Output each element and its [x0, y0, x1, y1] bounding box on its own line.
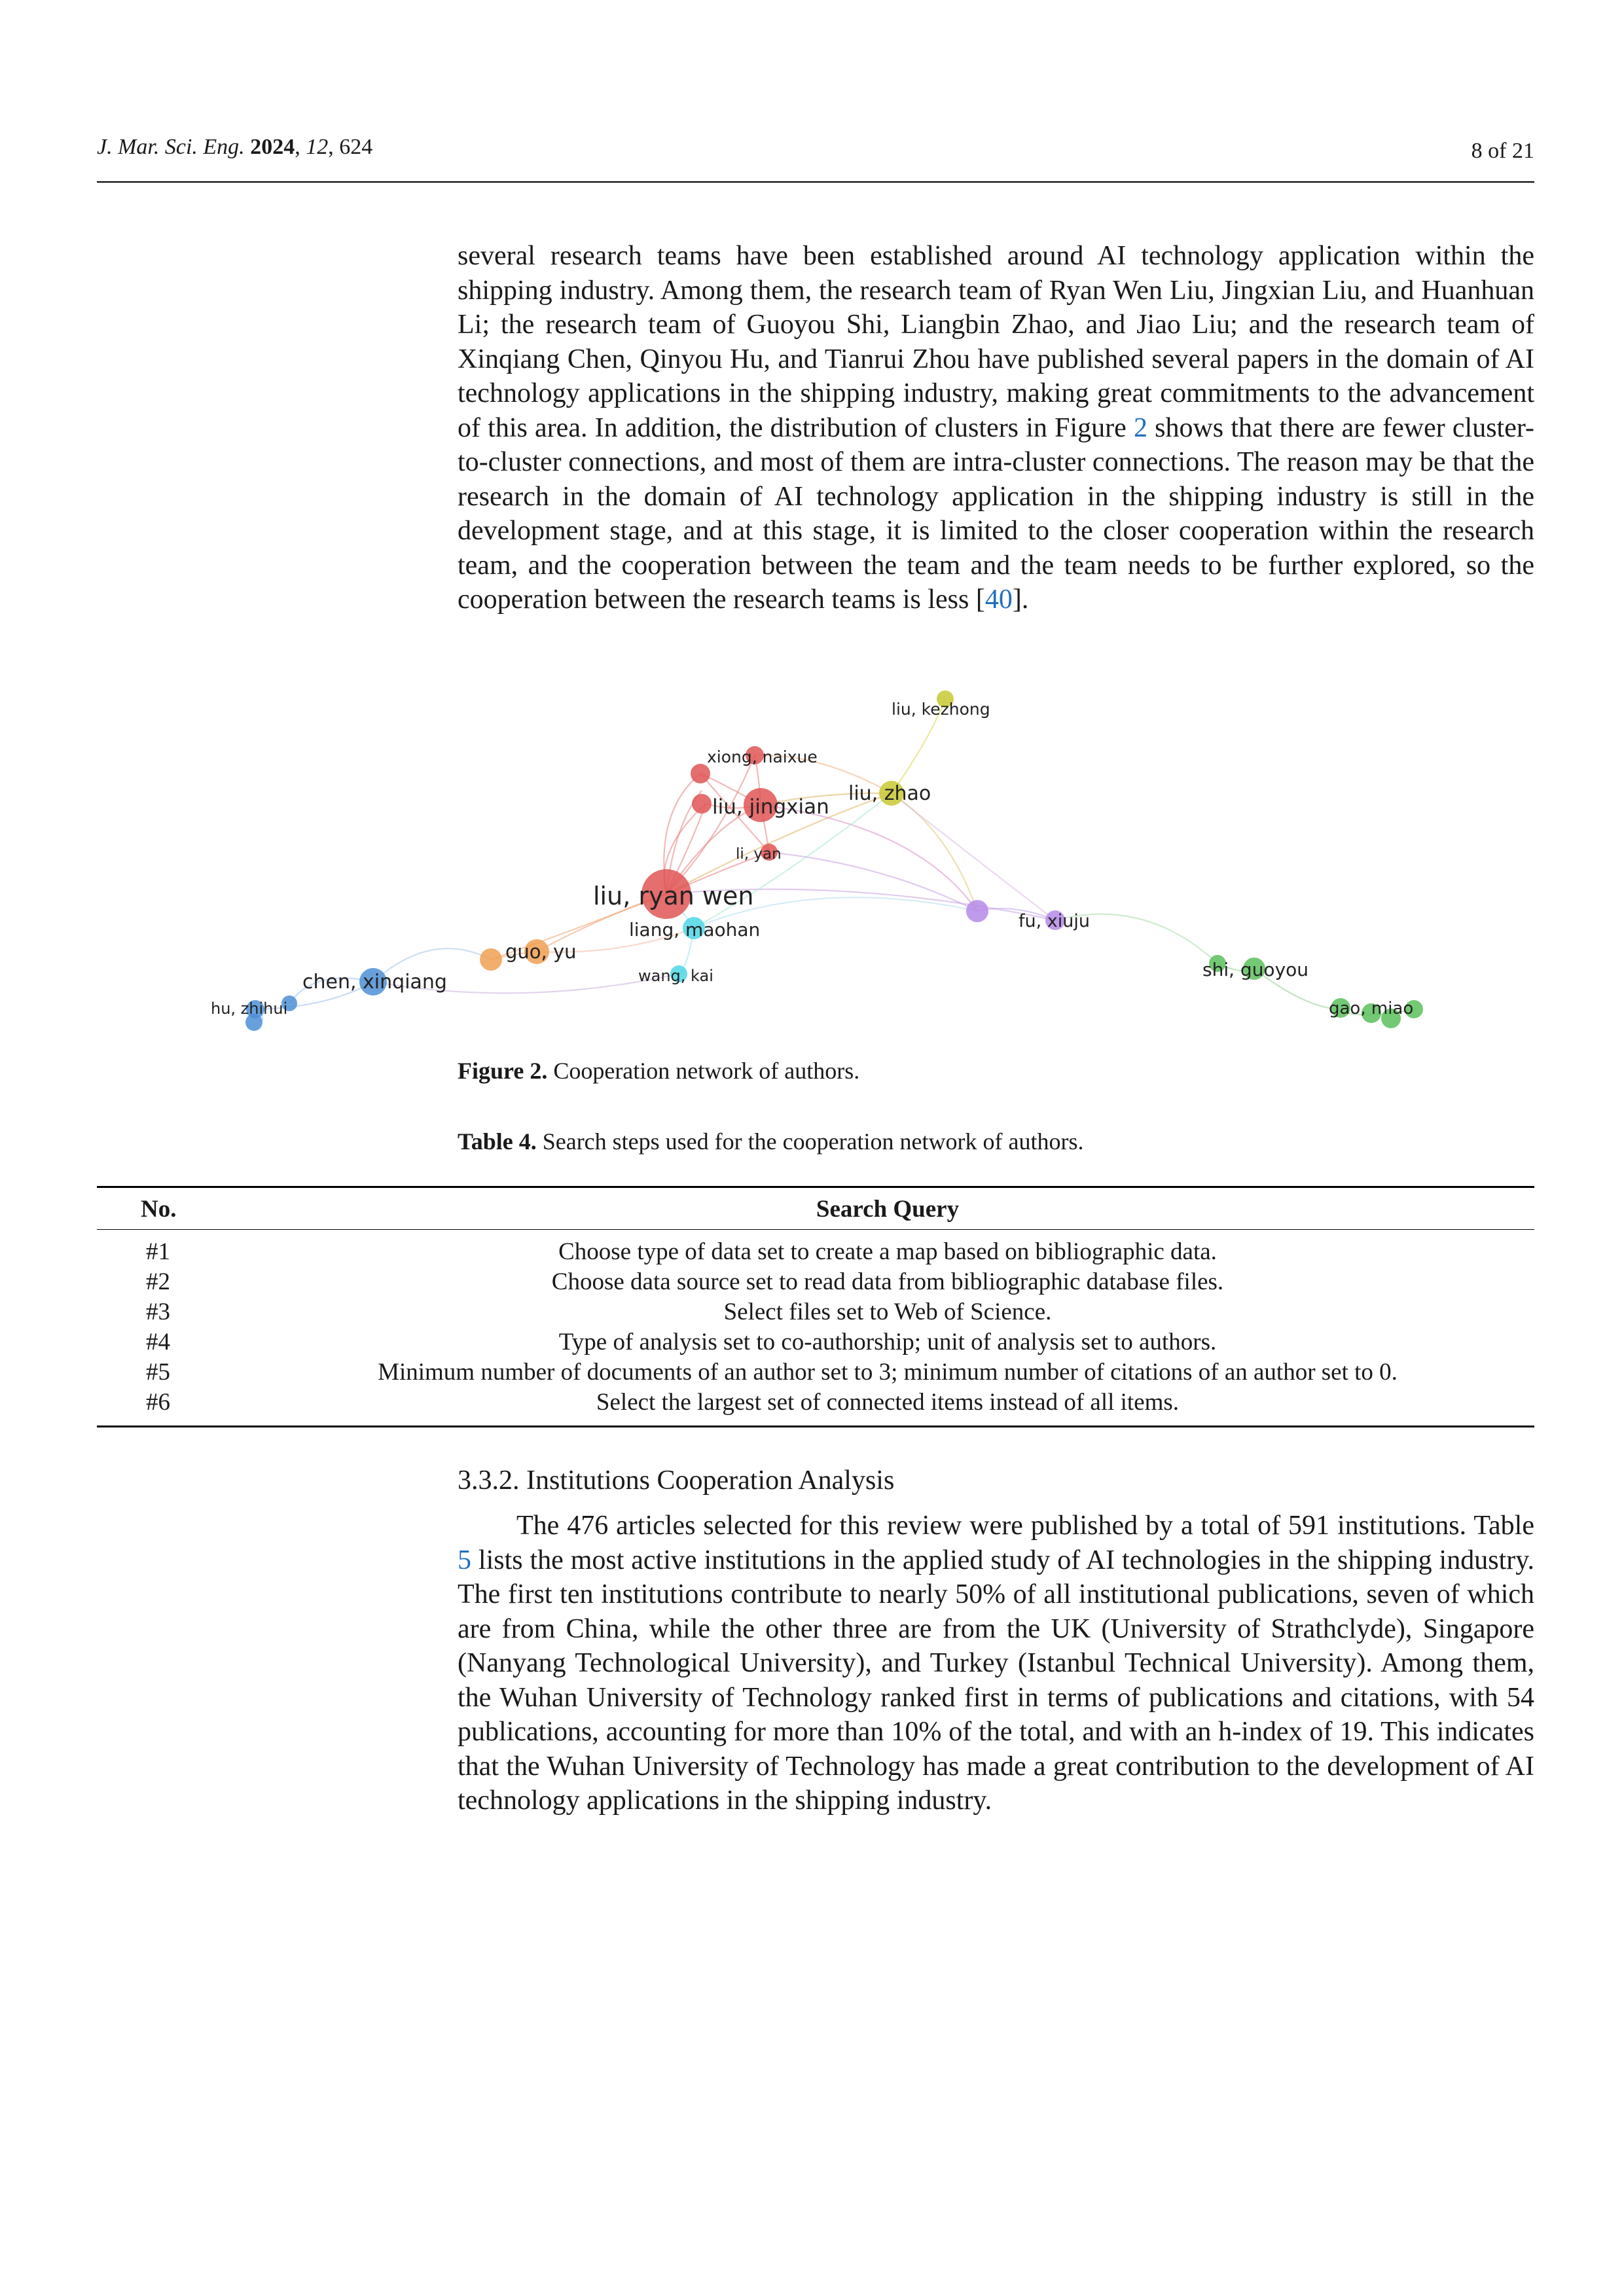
table-row [97, 1357, 1534, 1388]
node-label: gao, miao [1329, 999, 1414, 1018]
column-header-no: No. [141, 1196, 177, 1223]
table-top-rule [97, 1186, 1534, 1188]
network-graph [196, 681, 1440, 1047]
node-label: liu, ryan wen [593, 882, 754, 910]
node-label: guo, yu [505, 941, 577, 963]
row-number: #2 [146, 1268, 170, 1295]
header-divider [97, 181, 1534, 183]
figure-reference-link[interactable]: 2 [1133, 412, 1147, 443]
table-header-rule [97, 1229, 1534, 1230]
node-label: wang, kai [638, 967, 713, 985]
node-label: liu, zhao [848, 782, 931, 805]
figure-caption-text: Cooperation network of authors. [547, 1058, 860, 1084]
node-label: fu, xiuju [1019, 911, 1090, 931]
table-reference-link[interactable]: 5 [458, 1545, 471, 1575]
row-query: Choose type of data set to create a map based on bibliographic data. [558, 1238, 1217, 1265]
row-number: #3 [146, 1299, 170, 1325]
row-number: #4 [146, 1329, 170, 1355]
figure-caption [458, 1057, 859, 1085]
table-row [97, 1237, 1534, 1267]
row-number: #6 [146, 1389, 170, 1416]
paragraph-text: ]. [1012, 584, 1029, 615]
network-labels [211, 700, 1413, 1018]
figure-label: Figure 2. [458, 1058, 548, 1084]
row-number: #5 [146, 1359, 170, 1386]
node-purple-1 [966, 900, 988, 922]
table-row [97, 1327, 1534, 1357]
node-label: liu, kezhong [892, 700, 990, 719]
node-orange-1 [480, 948, 502, 971]
paragraph-text: lists the most active institutions in the applied study of AI technologies in the shipping industry. The first ten institutions contribute to nearly 50% of all institutional publications, seven of which are from China, while the other three are from the UK (University of Strathclyde), Singapore (Nanyang Technological University), and Turkey (Istanbul Technical University). Among them, the Wuhan University of Technology ranked first in terms of publications and citations, with 54 publications, accounting for more than 10% of the total, and with an h-index of 19. This indicates that the Wuhan University of Technology has made a great contribution to the development of AI technology applications in the shipping industry. [458, 1545, 1534, 1816]
node-label: liang, maohan [629, 919, 761, 941]
table-label: Table 4. [458, 1128, 537, 1155]
citation-reference-link[interactable]: 40 [984, 584, 1013, 615]
row-query: Select the largest set of connected items instead of all items. [596, 1389, 1180, 1416]
row-number: #1 [146, 1238, 170, 1265]
journal-citation: J. Mar. Sci. Eng. 2024, 12, 624 [97, 135, 373, 159]
paragraph-text: The 476 articles selected for this review were published by a total of 591 institutions. Table [516, 1511, 1534, 1541]
node-red-1 [691, 764, 710, 783]
row-query: Type of analysis set to co-authorship; unit of analysis set to authors. [558, 1329, 1217, 1355]
table-bottom-rule [97, 1426, 1534, 1427]
node-label: shi, guoyou [1202, 959, 1309, 980]
table-row [97, 1297, 1534, 1327]
body-paragraph [458, 239, 1534, 617]
node-label: hu, zhihui [211, 999, 288, 1018]
article-number: 624 [339, 135, 373, 159]
journal-name: J. Mar. Sci. Eng. [97, 135, 245, 159]
cooperation-network-figure [196, 681, 1440, 1047]
node-red-2 [692, 794, 712, 814]
page-number: 8 of 21 [1471, 139, 1534, 163]
table-body [97, 1237, 1534, 1418]
column-header-query: Search Query [816, 1196, 960, 1223]
row-query: Choose data source set to read data from bibliographic database files. [551, 1268, 1224, 1295]
node-label: chen, xinqiang [302, 971, 447, 994]
journal-year: 2024 [250, 135, 295, 159]
section-heading: 3.3.2. Institutions Cooperation Analysis [458, 1465, 895, 1496]
paragraph-text: several research teams have been established around AI technology application within the shipping industry. Among them, the research team of Ryan Wen Liu, Jingxian Liu, and Huanhuan Li; the research team of Guoyou Shi, Liangbin Zhao, and Jiao Liu; and the research team of Xinqiang Chen, Qinyou Hu, and Tianrui Zhou have published several papers in the domain of AI technology applications in the shipping industry, making great commitments to the advancement of this area. In addition, the distribution of clusters in Figure [458, 241, 1534, 443]
table-caption-text: Search steps used for the cooperation network of authors. [536, 1128, 1084, 1155]
edge [892, 793, 977, 911]
node-label: li, yan [736, 846, 782, 863]
node-label: liu, jingxian [712, 795, 829, 819]
body-paragraph [458, 1509, 1534, 1818]
node-label: xiong, naixue [707, 747, 818, 766]
table-caption [458, 1128, 1083, 1155]
row-query: Minimum number of documents of an author set to 3; minimum number of citations of an author set to 0. [378, 1359, 1398, 1386]
table-row [97, 1267, 1534, 1297]
row-query: Select files set to Web of Science. [723, 1299, 1052, 1325]
table-row [97, 1388, 1534, 1418]
journal-volume: 12 [306, 135, 329, 159]
paragraph-text: shows that there are fewer cluster-to-cluster connections, and most of them are intra-cluster connections. The reason may be that the research in the domain of AI technology application in the shipping industry is still in the development stage, and at this stage, it is limited to the closer cooperation within the research team, and the cooperation between the team and the team needs to be further explored, so the cooperation between the research teams is less [ [458, 412, 1534, 615]
edge [761, 805, 977, 911]
